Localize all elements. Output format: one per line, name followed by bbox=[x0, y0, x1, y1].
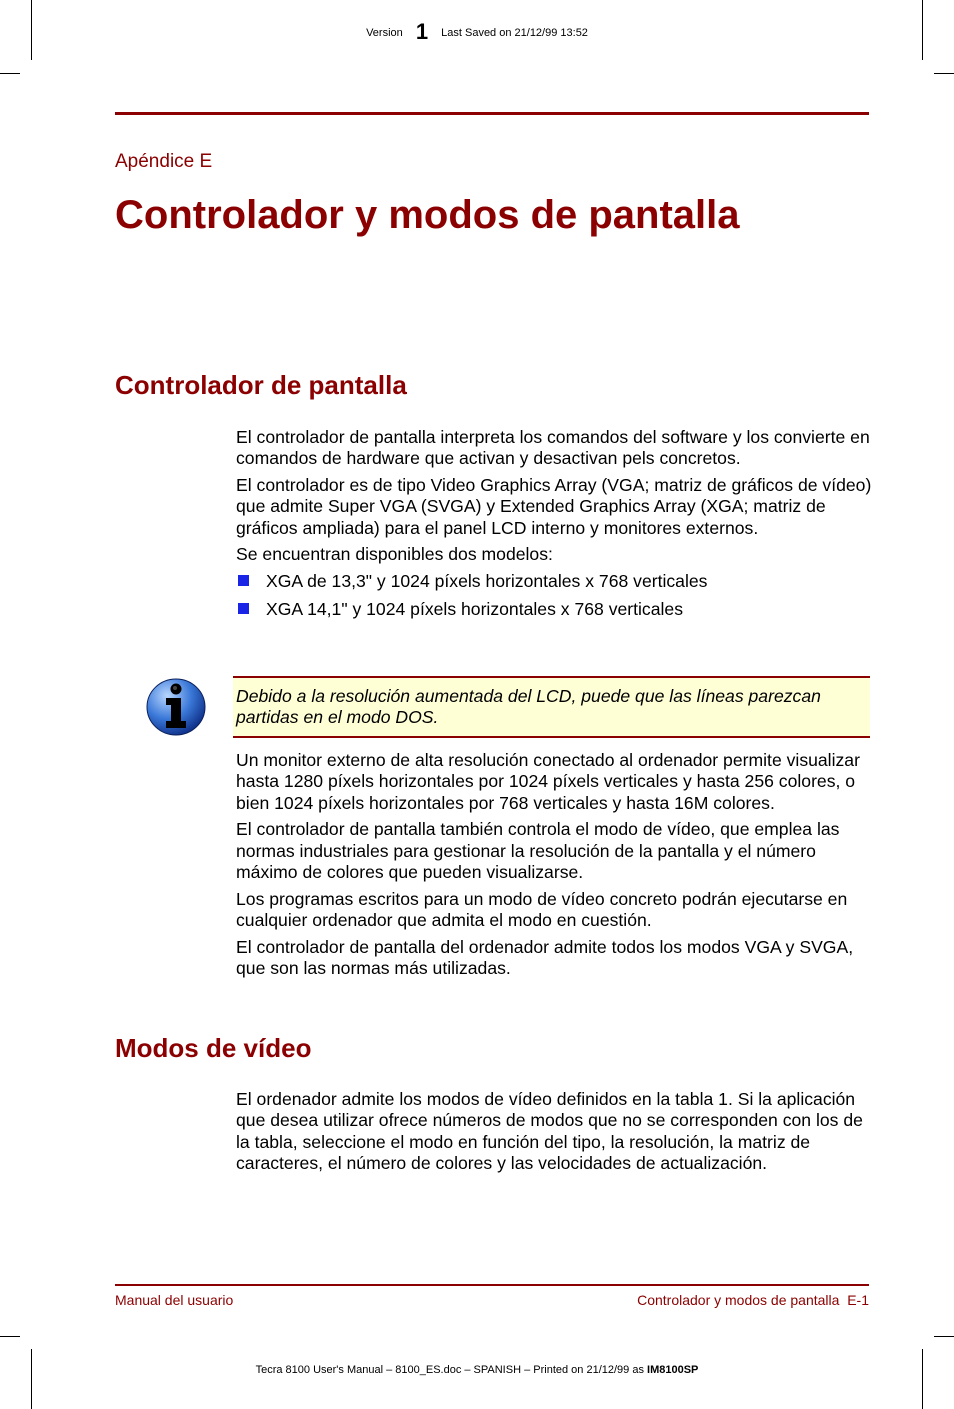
crop-mark bbox=[934, 1336, 954, 1337]
crop-mark bbox=[922, 1349, 923, 1409]
bullet-square-icon bbox=[238, 575, 249, 586]
crop-mark bbox=[31, 1349, 32, 1409]
list-item-text: XGA 14,1" y 1024 píxels horizontales x 768 verticales bbox=[266, 598, 684, 619]
version-number: 1 bbox=[415, 19, 429, 44]
section-body-controller bbox=[236, 427, 876, 626]
note-text: Debido a la resolución aumentada del LCD, puede que las líneas parezcan partidas en el modo DOS. bbox=[236, 686, 821, 728]
footer-left: Manual del usuario bbox=[115, 1292, 234, 1308]
list-item bbox=[236, 571, 876, 592]
paragraph: El controlador de pantalla también controla el modo de vídeo, que emplea las normas industriales para gestionar la resolución de la pantalla y el número máximo de colores que pueden visualizarse. bbox=[236, 819, 840, 882]
paragraph: El controlador es de tipo Video Graphics Array (VGA; matriz de gráficos de vídeo) que admite Super VGA (SVGA) y Extended Graphics Array (XGA; matriz de gráficos ampliada) para el panel LCD interno y monitores externos. bbox=[236, 475, 872, 538]
version-label: Version bbox=[366, 27, 403, 39]
crop-mark bbox=[0, 73, 20, 74]
footer-right: Controlador y modos de pantalla E-1 bbox=[637, 1292, 869, 1308]
paragraph: El controlador de pantalla del ordenador admite todos los modos VGA y SVGA, que son las normas más utilizadas. bbox=[236, 936, 854, 979]
section-heading-video-modes: Modos de vídeo bbox=[115, 1033, 312, 1063]
list-item-text: XGA de 13,3" y 1024 píxels horizontales x 768 verticales bbox=[266, 571, 708, 592]
paragraph: Los programas escritos para un modo de vídeo concreto podrán ejecutarse en cualquier ordenador que admita el modo en cuestión. bbox=[236, 888, 848, 931]
document-header bbox=[0, 19, 954, 44]
list-item bbox=[236, 599, 876, 620]
section-body-controller-continued bbox=[236, 750, 876, 985]
note-box bbox=[233, 676, 870, 738]
paragraph: El controlador de pantalla interpreta los comandos del software y los convierte en comandos de hardware que activan y desactivan pels concretos. bbox=[236, 427, 870, 469]
model-list bbox=[236, 571, 876, 620]
bullet-square-icon bbox=[238, 603, 249, 614]
paragraph: Un monitor externo de alta resolución conectado al ordenador permite visualizar hasta 1280 píxels horizontales por 1024 píxels verticales y hasta 256 colores, o bien 1024 píxels horizontales por 768 verticales y hasta 16M colores. bbox=[236, 750, 860, 813]
print-line bbox=[0, 1364, 954, 1376]
paragraph: El ordenador admite los modos de vídeo definidos en la tabla 1. Si la aplicación que desea utilizar ofrece números de modos que no se corresponden con los de la tabla, seleccione el modo en función del tipo, la resolución, la matriz de caracteres, el número de colores y las velocidades de actualización. bbox=[236, 1089, 863, 1173]
print-line-code: IM8100SP bbox=[647, 1364, 699, 1376]
appendix-label: Apéndice E bbox=[115, 151, 213, 172]
last-saved: Last Saved on 21/12/99 13:52 bbox=[441, 27, 588, 39]
crop-mark bbox=[934, 73, 954, 74]
section-body-video-modes bbox=[236, 1089, 876, 1174]
paragraph: Se encuentran disponibles dos modelos: bbox=[236, 544, 553, 565]
top-rule bbox=[115, 112, 869, 115]
print-line-text: Tecra 8100 User's Manual – 8100_ES.doc – SPANISH – Printed on 21/12/99 as bbox=[255, 1364, 648, 1376]
info-icon bbox=[145, 676, 207, 738]
footer-rule bbox=[115, 1284, 869, 1286]
section-heading-controller: Controlador de pantalla bbox=[115, 370, 407, 400]
crop-mark bbox=[0, 1336, 20, 1337]
page-title: Controlador y modos de pantalla bbox=[115, 193, 740, 237]
